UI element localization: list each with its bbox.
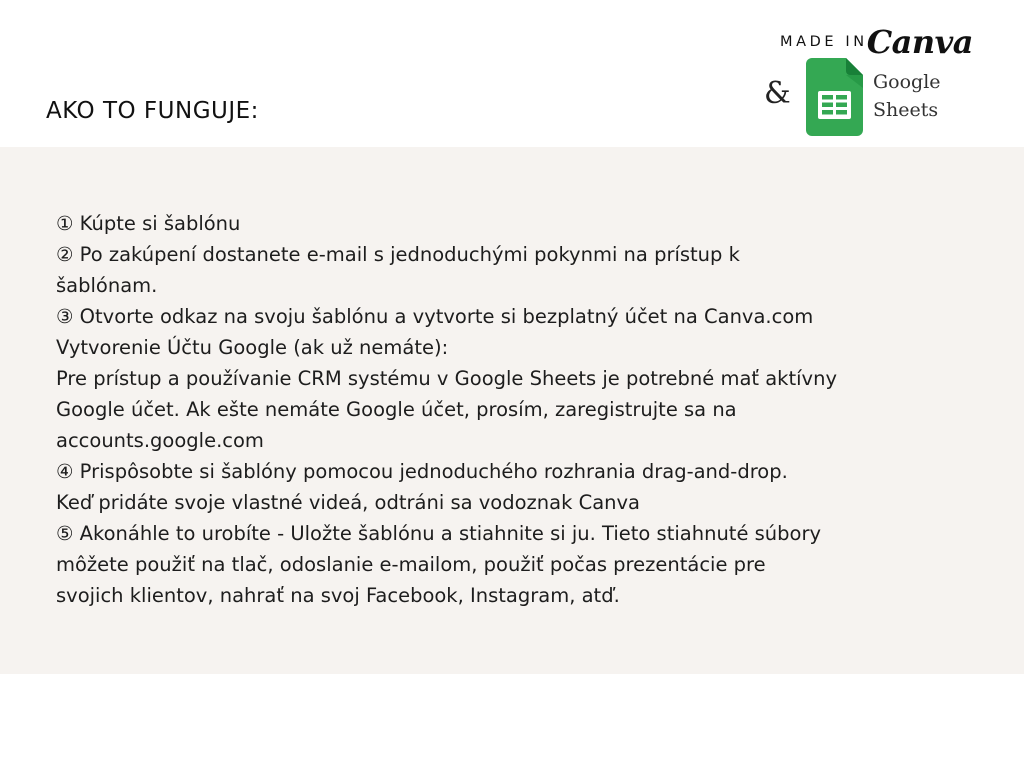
instruction-line: ② Po zakúpení dostanete e-mail s jednoduchými pokynmi na prístup k [56, 243, 740, 266]
instructions-text [56, 208, 996, 611]
instruction-line: Vytvorenie Účtu Google (ak už nemáte): [56, 336, 449, 359]
made-in-canva-badge [780, 22, 1000, 62]
instruction-line: ③ Otvorte odkaz na svoju šablónu a vytvorte si bezplatný účet na Canva.com [56, 305, 814, 328]
instruction-line: ⑤ Akonáhle to urobíte - Uložte šablónu a stiahnite si ju. Tieto stiahnuté súbory [56, 522, 822, 545]
instructions-panel [0, 147, 1024, 674]
canva-prefix-text: MADE IN [780, 34, 868, 50]
page-title: AKO TO FUNGUJE: [46, 98, 259, 124]
google-sheets-label-line1: Google [873, 71, 941, 93]
instruction-line: ④ Prispôsobte si šablóny pomocou jednoduchého rozhrania drag-and-drop. [56, 460, 788, 483]
instruction-line: Keď pridáte svoje vlastné videá, odtráni sa vodoznak Canva [56, 491, 640, 514]
instruction-line: šablónam. [56, 274, 158, 297]
canva-logo-text: Canva [866, 23, 973, 61]
instruction-line: accounts.google.com [56, 429, 264, 452]
ampersand: & [764, 76, 791, 111]
instruction-line: ① Kúpte si šablónu [56, 212, 241, 235]
instruction-line: Google účet. Ak ešte nemáte Google účet, prosím, zaregistrujte sa na [56, 398, 737, 421]
google-sheets-label [873, 68, 941, 124]
google-sheets-icon [806, 58, 863, 136]
instruction-line: svojich klientov, nahrať na svoj Facebook, Instagram, atď. [56, 584, 620, 607]
instruction-line: môžete použiť na tlač, odoslanie e-mailom, použiť počas prezentácie pre [56, 553, 766, 576]
instruction-line: Pre prístup a používanie CRM systému v Google Sheets je potrebné mať aktívny [56, 367, 837, 390]
google-sheets-label-line2: Sheets [873, 99, 939, 121]
